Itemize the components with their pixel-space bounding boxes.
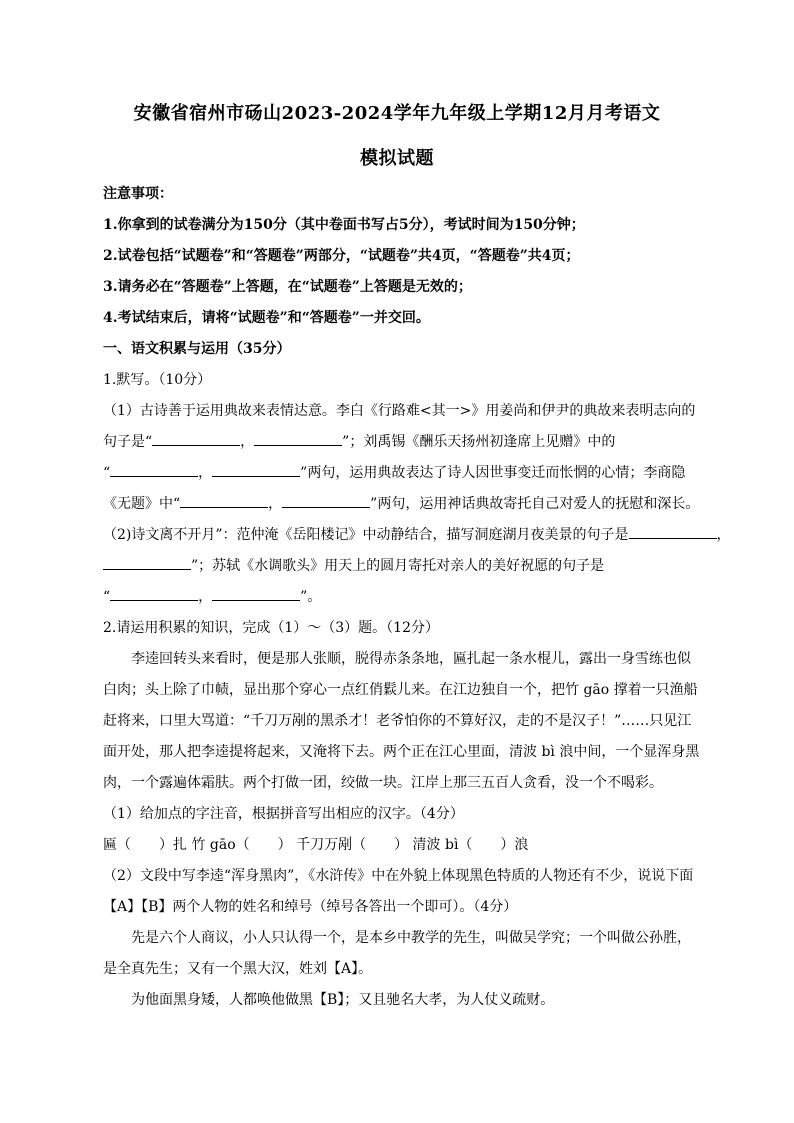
- quote-a-line1: 先是六个人商议，小人只认得一个，是本乡中教学的先生，叫做吴学究；一个叫做公孙胜，: [131, 930, 691, 946]
- text: ，: [716, 527, 731, 543]
- text: ”两句，运用典故表达了诗人因世事变迁而怅惘的心情；李商隐: [300, 465, 686, 481]
- q2-sub2-line2: 【A】【B】两个人物的姓名和绰号（绰号各答出一个即可）。（4分）: [103, 899, 518, 915]
- text: ”；苏轼《水调歌头》用天上的圆月寄托对亲人的美好祝愿的句子是: [191, 558, 605, 574]
- title-line-1: 安徽省宿州市砀山2023-2024学年九年级上学期12月月考语文: [133, 103, 661, 124]
- answer-blank[interactable]: [282, 494, 370, 508]
- q1-part1-line1: （1）古诗善于运用典故来表情达意。李白《行路难<其一>》用姜尚和伊尹的典故来表明志向的: [103, 403, 696, 419]
- notice-item-2: 2.试卷包括“试题卷”和“答题卷”两部分，“试题卷”共4页，“答题卷”共4页；: [103, 248, 580, 264]
- text: 句子是“: [103, 434, 153, 450]
- text: ”两句，运用神话典故寄托自己对爱人的抚慰和深长。: [370, 496, 700, 512]
- text: ，: [268, 496, 283, 512]
- passage-line-5: 肉，一个露遍体霜肤。两个打做一团，绞做一块。江岸上那三五百人贪看，没一个不喝彩。: [103, 775, 663, 791]
- passage-line-1: 李逵回转头来看时，便是那人张顺，脱得赤条条地，匾扎起一条水棍儿，露出一身雪练也似: [131, 651, 691, 667]
- text: “: [103, 589, 111, 605]
- q1-part1-line4: [103, 493, 699, 513]
- text: （2)诗文离不开月”：范仲淹《岳阳楼记》中动静结合，描写洞庭湖月夜美景的句子是: [103, 527, 629, 543]
- q1-part2-line2: [103, 555, 604, 575]
- q1-part1-line3: [103, 462, 685, 482]
- answer-blank[interactable]: [254, 432, 342, 446]
- text: ”。: [300, 589, 322, 605]
- answer-blank[interactable]: [152, 432, 240, 446]
- text: ”；刘禹锡《酬乐天扬州初逢席上见赠》中的: [342, 434, 616, 450]
- q2-sub1-items: 匾（ ）扎 竹 gāo（ ） 千刀万剐（ ） 清波 bì（ ）浪: [103, 837, 529, 853]
- quote-b: 为他面黑身矮，人都唤他做黑【B】；又且驰名大孝，为人仗义疏财。: [131, 992, 555, 1008]
- q1-heading: 1.默写。（10分）: [103, 372, 212, 388]
- text: ，: [198, 465, 213, 481]
- section-1-heading: 一、语文积累与运用（35分）: [103, 341, 291, 357]
- text: ，: [240, 434, 255, 450]
- q1-part1-line2: [103, 431, 615, 451]
- answer-blank[interactable]: [110, 463, 198, 477]
- notice-item-3: 3.请务必在“答题卷”上答题，在“试题卷”上答题是无效的；: [103, 279, 472, 295]
- answer-blank[interactable]: [212, 463, 300, 477]
- notice-item-1: 1.你拿到的试卷满分为150分（其中卷面书写占5分），考试时间为150分钟；: [103, 217, 585, 233]
- notice-heading: 注意事项：: [103, 186, 173, 202]
- text: 《无题》中“: [103, 496, 181, 512]
- q2-heading: 2.请运用积累的知识，完成（1）～（3）题。（12分）: [103, 620, 439, 636]
- answer-blank[interactable]: [212, 587, 300, 601]
- title-line-2: 模拟试题: [360, 148, 434, 169]
- q1-part2-line1: [103, 524, 731, 544]
- answer-blank[interactable]: [180, 494, 268, 508]
- q2-sub1-heading: （1）给加点的字注音，根据拼音写出相应的汉字。（4分）: [103, 806, 464, 822]
- answer-blank[interactable]: [103, 556, 191, 570]
- text: ，: [198, 589, 213, 605]
- answer-blank[interactable]: [110, 587, 198, 601]
- q2-sub2-line1: （2）文段中写李逵“浑身黑肉”，《水浒传》中在外貌上体现黑色特质的人物还有不少，说说下面: [103, 868, 694, 884]
- passage-line-4: 面开处，那人把李逵提将起来，又淹将下去。两个正在江心里面，清波 bì 浪中间，一个显浑身黑: [103, 744, 700, 760]
- passage-line-2: 白肉；头上除了巾帻，显出那个穿心一点红俏鬏儿来。在江边独自一个，把竹 gāo 撑着一只渔船: [103, 682, 698, 698]
- text: “: [103, 465, 111, 481]
- quote-a-line2: 是全真先生；又有一个黑大汉，姓刘【A】。: [103, 961, 373, 977]
- passage-line-3: 赶将来，口里大骂道：“千刀万剐的黑杀才！老爷怕你的不算好汉，走的不是汉子！”……只见江: [103, 713, 692, 729]
- answer-blank[interactable]: [629, 525, 717, 539]
- q1-part2-line3: [103, 586, 321, 606]
- notice-item-4: 4.考试结束后，请将“试题卷”和“答题卷”一并交回。: [103, 310, 430, 326]
